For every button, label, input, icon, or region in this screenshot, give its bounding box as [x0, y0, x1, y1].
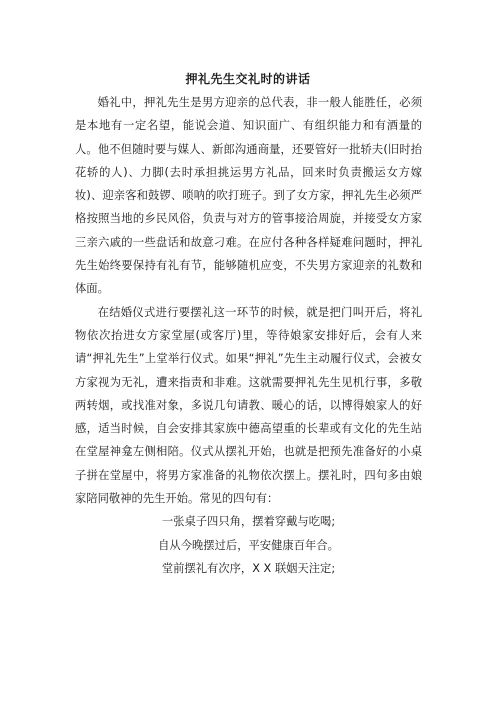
paragraph-1: 婚礼中，押礼先生是男方迎亲的总代表，非一般人能胜任，必须是本地有一定名望，能说会道、知识面广、有组织能力和有酒量的人。他不但随时要与媒人、新郎沟通商量，还要管好一批轿夫(旧时抬花轿的人)、力脚(去时承担挑运男方礼品，回来时负责搬运女方嫁妆)、迎亲客和鼓锣、唢呐的吹打班子。到了女方家，押礼先生必须严格按照当地的乡民风俗，负责与对方的管事接洽周旋，并接受女方家三亲六戚的一些盘话和故意刁难。在应付各种各样疑难问题时，押礼先生始终要保持有礼有节，能够随机应变，不失男方家迎亲的礼数和体面。 — [75, 96, 422, 296]
paragraph-2: 在结婚仪式进行要摆礼这一环节的时候，就是把门叫开后，将礼物依次抬进女方家堂屋(或客厅)里，等待娘家安排好后，会有人来请“押礼先生”上堂举行仪式。如果“押礼”先生主动履行仪式，会被女方家视为无礼，遭来指责和非难。这就需要押礼先生见机行事，多敬两转烟，或找准对象，多说几句请教、暖心的话，以博得娘家人的好感，适当时候，自会安排其家族中德高望重的长辈或有文化的先生站在堂屋神龛左侧相陪。仪式从摆礼开始，也就是把预先准备好的小桌子拼在堂屋中，将男方家准备的礼物依次摆上。摆礼时，四句多由娘家陪同敬神的先生开始。常见的四句有： — [75, 305, 422, 506]
document-body — [75, 91, 422, 580]
verse-line-1: 一张桌子四只角，摆着穿戴与吃喝; — [161, 515, 336, 529]
verse-line-3: 堂前摆礼有次序，X X 联姻天注定; — [161, 561, 336, 575]
verse-line-2: 自从今晚摆过后，平安健康百年合。 — [158, 538, 339, 552]
document-title: 押礼先生交礼时的讲话 — [185, 72, 311, 86]
